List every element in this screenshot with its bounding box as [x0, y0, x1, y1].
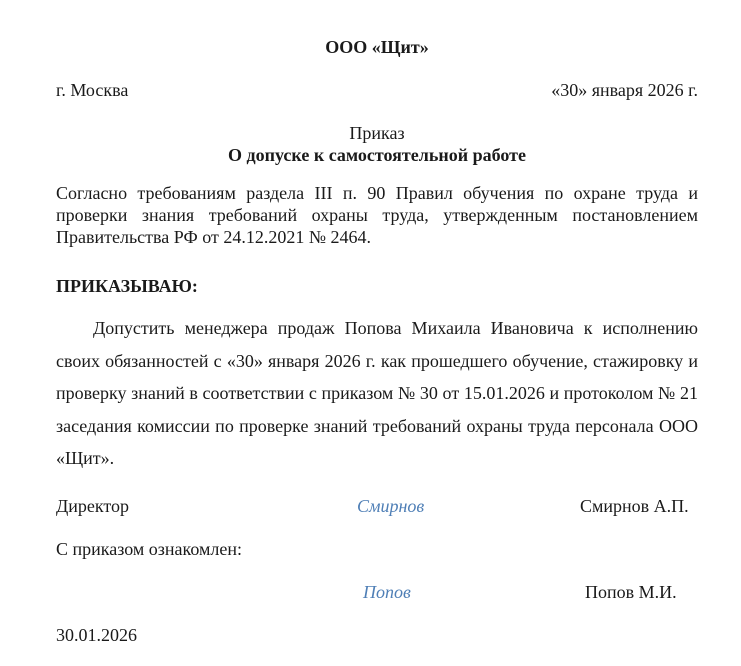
employee-name: Попов М.И. [585, 582, 677, 602]
preamble-paragraph: Согласно требованиям раздела III п. 90 Правил обучения по охране труда и проверки знания требований охраны труда, утвержденным постановлением Правительства РФ от 24.12.2021 № 2464. [56, 183, 698, 247]
document-date: «30» января 2026 г. [551, 80, 698, 100]
company-name: ООО «Щит» [325, 37, 429, 57]
city: г. Москва [56, 80, 129, 100]
director-role: Директор [56, 496, 130, 516]
order-paragraph: Допустить менеджера продаж Попова Михаила Ивановича к исполнению своих обязанностей с «30» января 2026 г. как прошедшего обучение, стажировку и проверку знаний в соответствии с приказом № 30 от 15.01.2026 и протоколом № 21 заседания комиссии по проверке знаний требований охраны труда персонала ООО «Щит». [56, 318, 698, 468]
document-type: Приказ [349, 123, 405, 143]
director-name: Смирнов А.П. [580, 496, 689, 516]
order-heading: ПРИКАЗЫВАЮ: [56, 276, 198, 296]
director-signature: Смирнов [357, 496, 425, 516]
employee-signature: Попов [363, 582, 411, 602]
acknowledgement-date: 30.01.2026 [56, 625, 137, 645]
acknowledgement-label: С приказом ознакомлен: [56, 539, 243, 559]
document-subject: О допуске к самостоятельной работе [228, 145, 526, 165]
